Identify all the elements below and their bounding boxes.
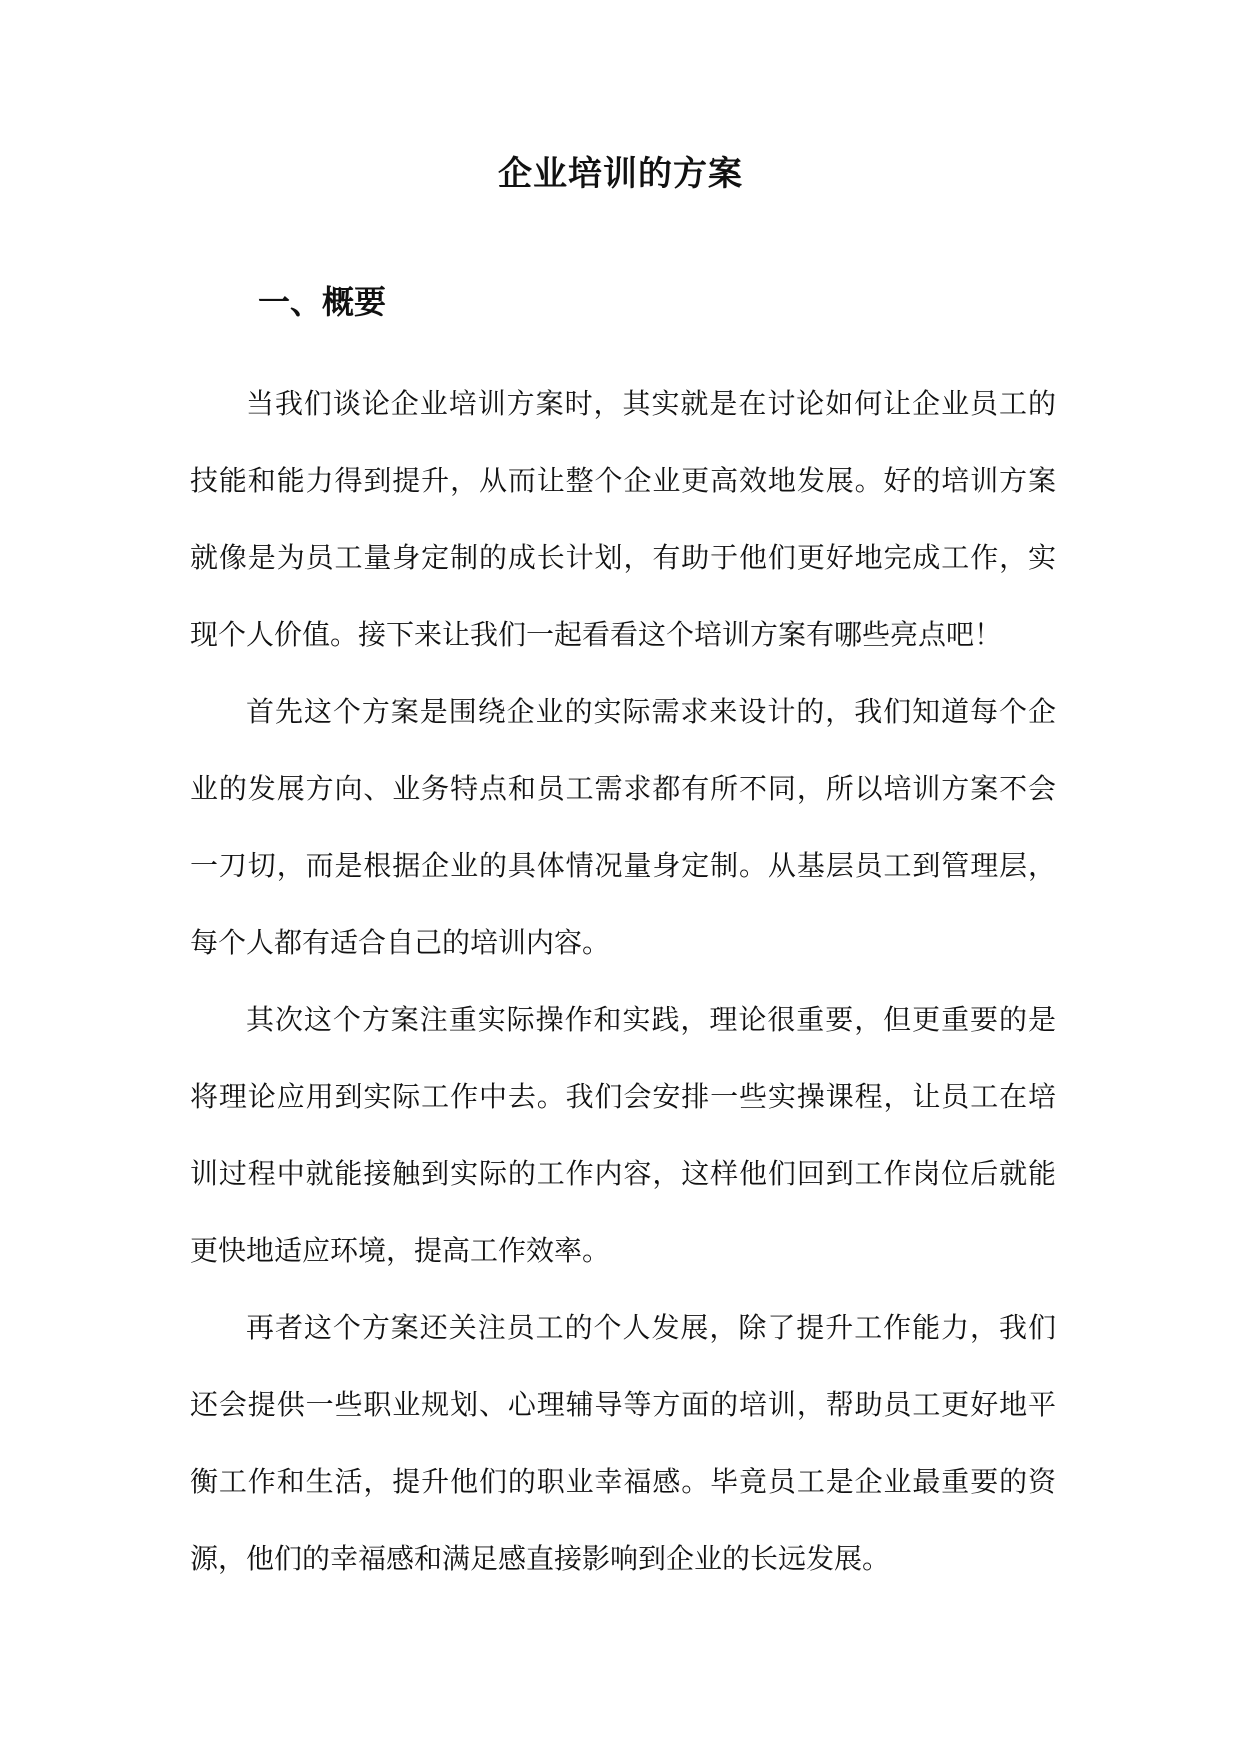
section-body <box>190 365 1056 1597</box>
paragraph-personal-development: 再者这个方案还关注员工的个人发展，除了提升工作能力，我们还会提供一些职业规划、心理辅导等方面的培训，帮助员工更好地平衡工作和生活，提升他们的职业幸福感。毕竟员工是企业最重要的资源，他们的幸福感和满足感直接影响到企业的长远发展。 <box>190 1311 1056 1575</box>
paragraph-practical-focus: 其次这个方案注重实际操作和实践，理论很重要，但更重要的是将理论应用到实际工作中去。我们会安排一些实操课程，让员工在培训过程中就能接触到实际的工作内容，这样他们回到工作岗位后就能更快地适应环境，提高工作效率。 <box>190 1003 1056 1267</box>
paragraph-customized-needs: 首先这个方案是围绕企业的实际需求来设计的，我们知道每个企业的发展方向、业务特点和员工需求都有所不同，所以培训方案不会一刀切，而是根据企业的具体情况量身定制。从基层员工到管理层，每个人都有适合自己的培训内容。 <box>190 695 1056 959</box>
paragraph-overview-intro: 当我们谈论企业培训方案时，其实就是在讨论如何让企业员工的技能和能力得到提升，从而让整个企业更高效地发展。好的培训方案就像是为员工量身定制的成长计划，有助于他们更好地完成工作，实现个人价值。接下来让我们一起看看这个培训方案有哪些亮点吧！ <box>190 387 1056 651</box>
section-heading: 一、概要 <box>258 283 387 321</box>
document-title: 企业培训的方案 <box>498 154 743 194</box>
